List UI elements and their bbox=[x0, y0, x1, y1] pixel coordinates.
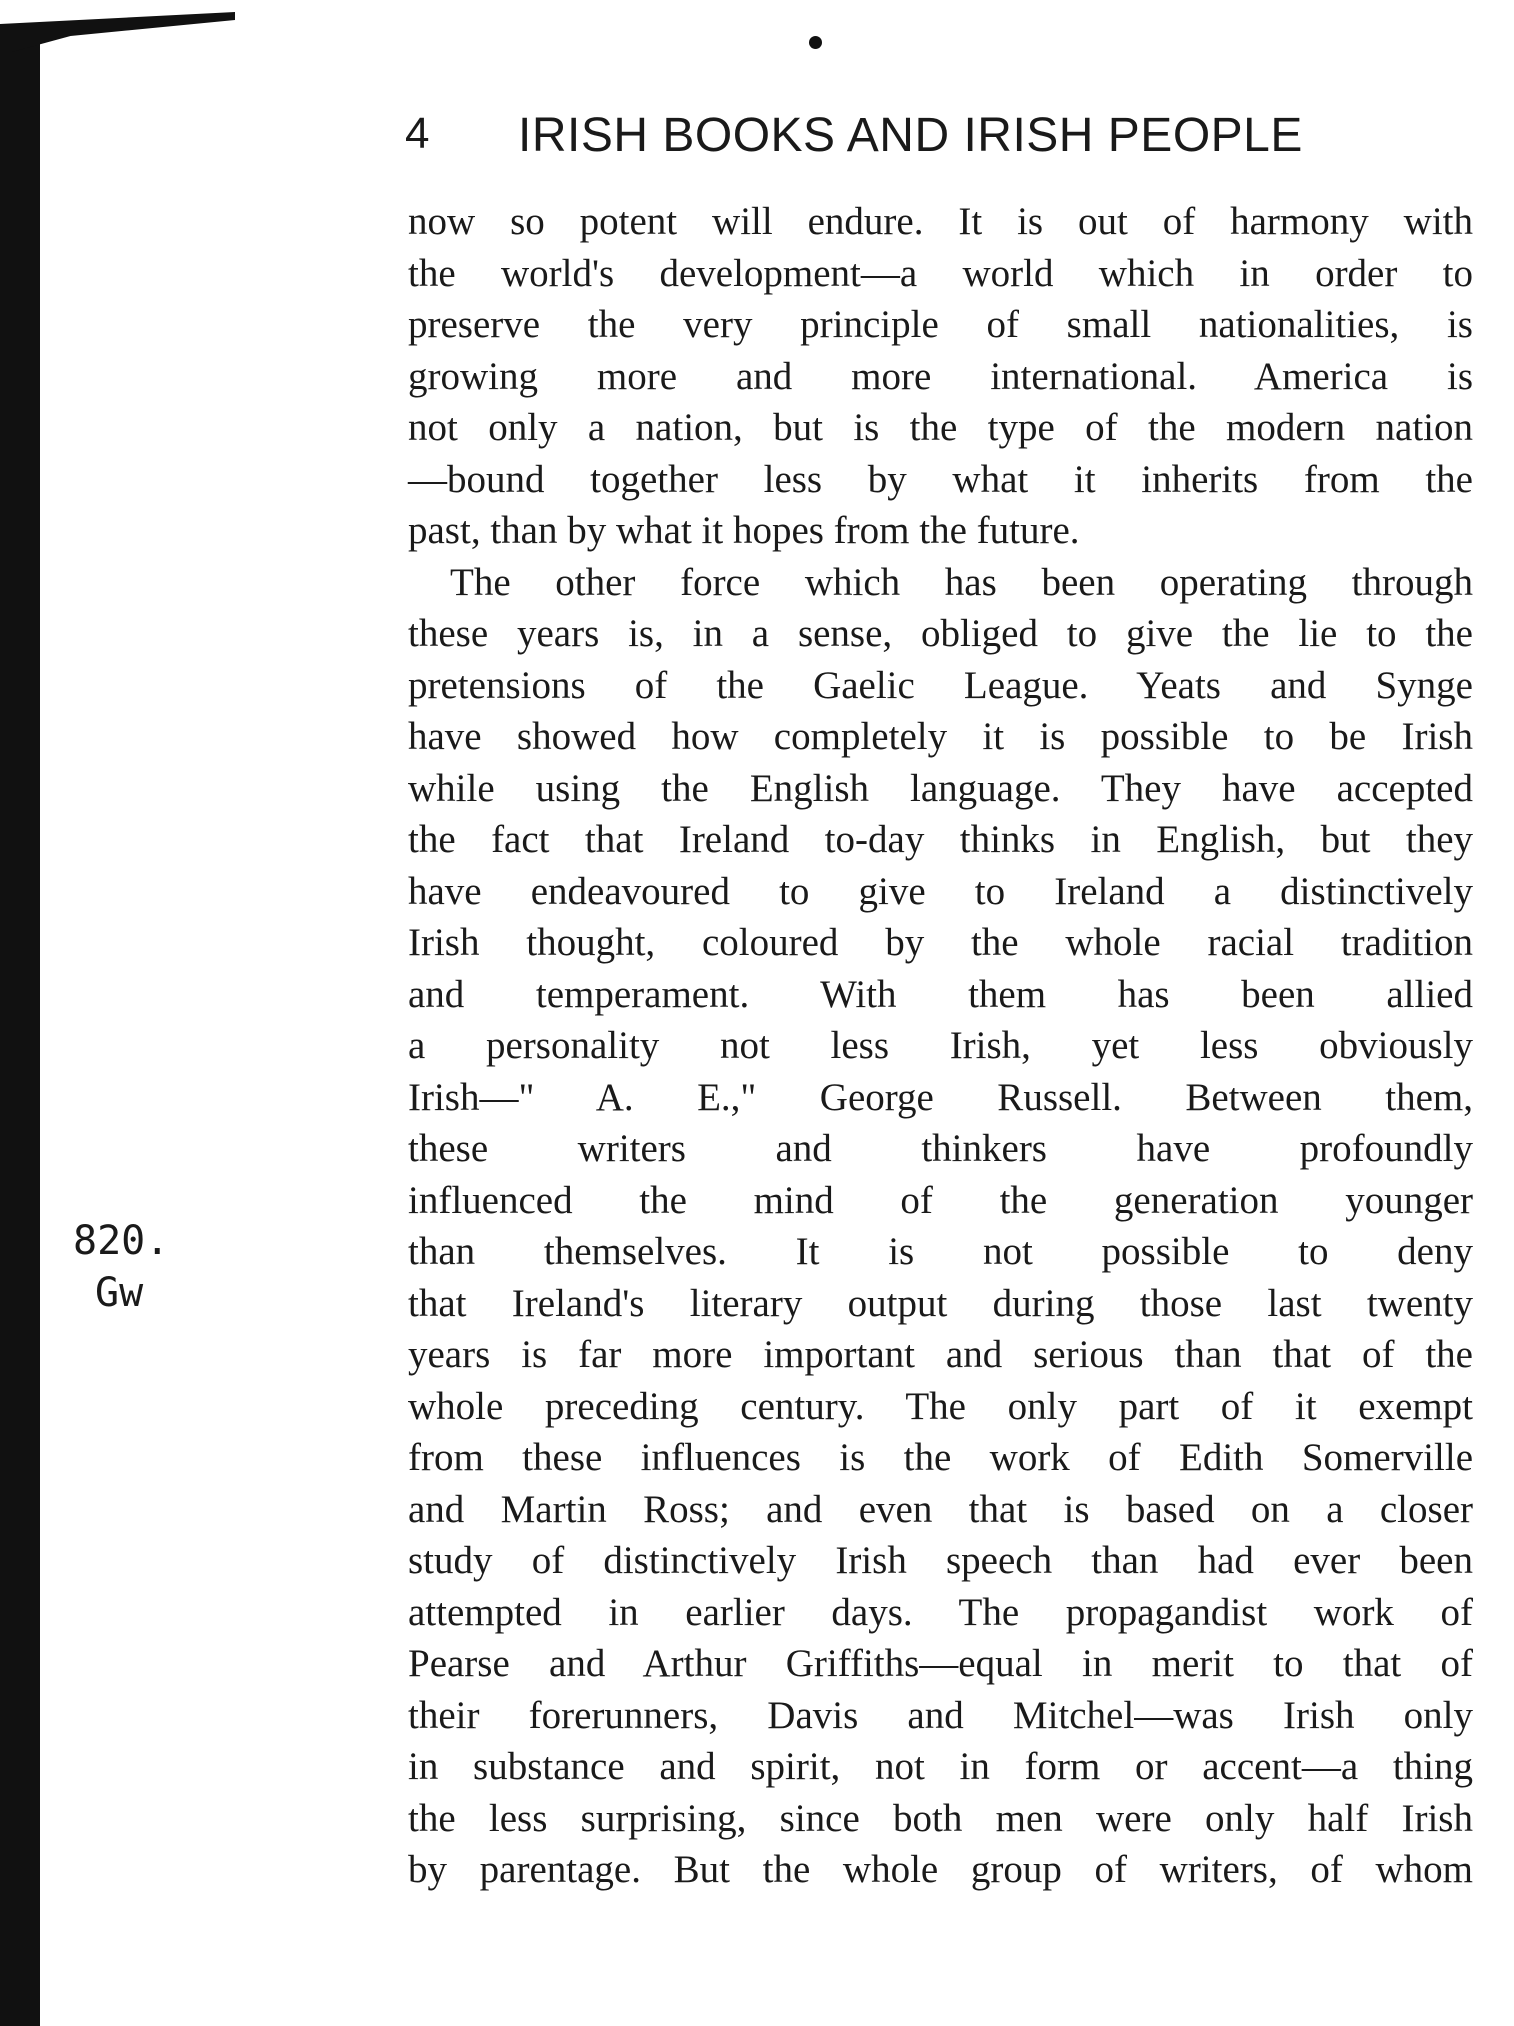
text-line: and Martin Ross; and even that is based on a closer bbox=[408, 1487, 1473, 1531]
shelfmark-number: 820. bbox=[73, 1218, 170, 1264]
text-line: these writers and thinkers have profoundly bbox=[408, 1127, 1473, 1170]
text-line: whole preceding century. The only part of it exempt bbox=[408, 1384, 1473, 1428]
text-line: preserve the very principle of small nationalities, is bbox=[408, 303, 1473, 346]
text-line: have showed how completely it is possible to be Irish bbox=[408, 715, 1473, 758]
text-line: now so potent will endure. It is out of harmony with bbox=[408, 200, 1473, 243]
text-line: pretensions of the Gaelic League. Yeats and Synge bbox=[408, 663, 1473, 707]
text-line: a personality not less Irish, yet less obviously bbox=[408, 1024, 1473, 1067]
text-line: study of distinctively Irish speech than had ever been bbox=[408, 1539, 1473, 1582]
text-line: from these influences is the work of Edith Somerville bbox=[408, 1436, 1473, 1479]
running-head: IRISH BOOKS AND IRISH PEOPLE bbox=[518, 109, 1303, 162]
text-line: these years is, in a sense, obliged to give the lie to the bbox=[408, 612, 1473, 655]
text-line: years is far more important and serious than that of the bbox=[408, 1333, 1473, 1376]
text-line: past, than by what it hopes from the future. bbox=[408, 509, 1080, 552]
text-line: have endeavoured to give to Ireland a distinctively bbox=[408, 869, 1473, 913]
margin-shelfmark bbox=[73, 1215, 169, 1319]
text-line: not only a nation, but is the type of the modern nation bbox=[408, 406, 1473, 449]
text-line: Irish—" A. E.," George Russell. Between them, bbox=[408, 1075, 1473, 1119]
text-line: their forerunners, Davis and Mitchel—was Irish only bbox=[408, 1693, 1473, 1737]
text-line: that Ireland's literary output during those last twenty bbox=[408, 1281, 1473, 1325]
shelfmark-code: Gw bbox=[95, 1270, 144, 1316]
text-line: in substance and spirit, not in form or accent—a thing bbox=[408, 1745, 1473, 1788]
text-line: the fact that Ireland to-day thinks in English, but they bbox=[408, 818, 1473, 861]
text-line: than themselves. It is not possible to deny bbox=[408, 1230, 1473, 1273]
text-line: while using the English language. They have accepted bbox=[408, 766, 1473, 810]
text-line: influenced the mind of the generation younger bbox=[408, 1178, 1473, 1222]
text-line: and temperament. With them has been allied bbox=[408, 972, 1473, 1016]
text-line: the less surprising, since both men were only half Irish bbox=[408, 1796, 1473, 1840]
text-line: Irish thought, coloured by the whole racial tradition bbox=[408, 921, 1473, 964]
scan-edge-shadow bbox=[0, 30, 40, 2026]
page-number: 4 bbox=[405, 109, 430, 158]
paragraph-first-line: The other force which has been operating through bbox=[450, 560, 1473, 604]
text-line: the world's development—a world which in order to bbox=[408, 251, 1473, 295]
ink-speck bbox=[809, 36, 822, 49]
text-line: by parentage. But the whole group of writers, of whom bbox=[408, 1848, 1473, 1891]
body-text bbox=[408, 196, 1473, 1896]
text-line: —bound together less by what it inherits from the bbox=[408, 457, 1473, 501]
text-line: Pearse and Arthur Griffiths—equal in merit to that of bbox=[408, 1642, 1473, 1685]
text-line: growing more and more international. America is bbox=[408, 354, 1473, 398]
text-line: attempted in earlier days. The propagandist work of bbox=[408, 1590, 1473, 1634]
